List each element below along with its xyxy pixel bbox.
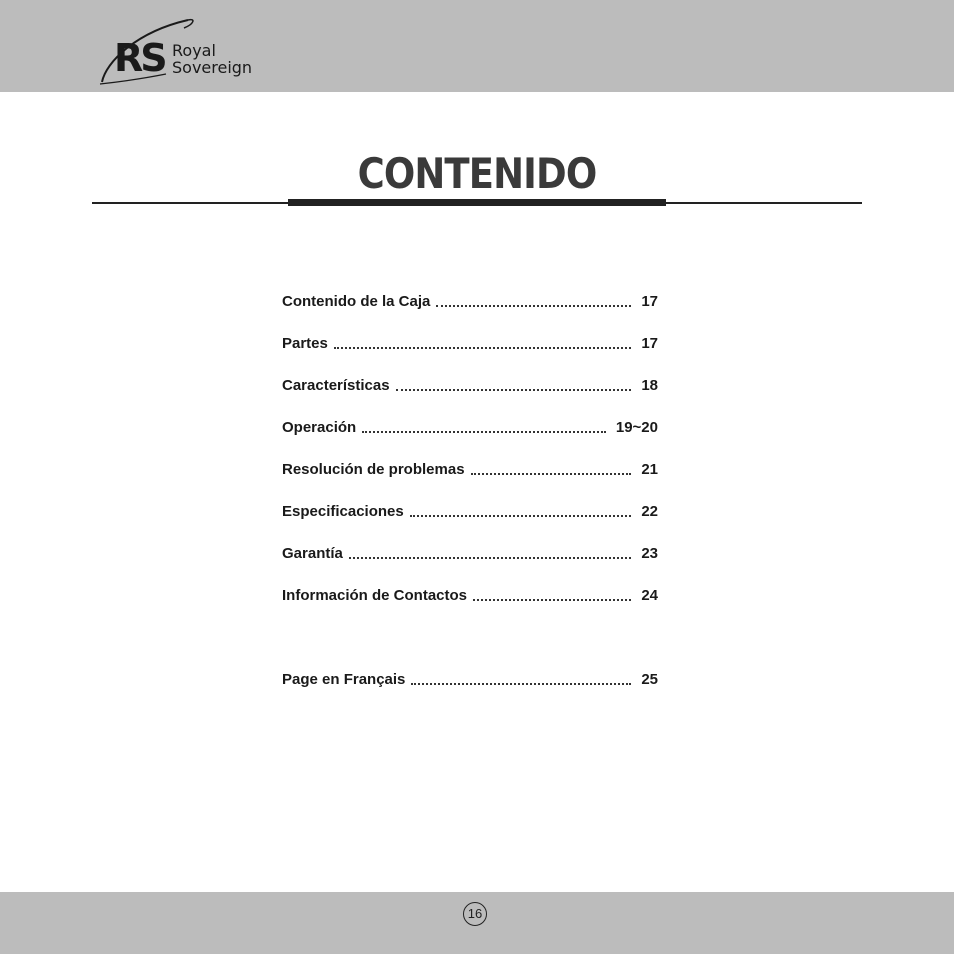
toc-page-number: 21 [641,461,658,478]
toc-label: Información de Contactos [282,587,468,604]
toc-row [282,455,658,479]
header-band [0,0,954,92]
toc-leader-dots [410,513,632,517]
toc-label: Especificaciones [282,503,404,520]
logo-monogram: RS [114,36,165,80]
toc-row [282,497,658,521]
toc-leader-dots [473,597,631,601]
toc-label: Partes [282,335,328,352]
toc-page-number: 25 [641,671,658,688]
toc-row [282,371,658,395]
toc-row [282,413,658,437]
toc-page-number: 17 [641,293,658,310]
toc-leader-dots [471,471,632,475]
toc-label: Resolución de problemas [282,461,465,478]
toc-label: Contenido de la Caja [282,293,431,310]
page-number-badge: 16 [463,902,487,926]
toc-label: Características [282,377,390,394]
toc-row [282,329,658,353]
toc-leader-dots [436,303,631,307]
logo-name-line2: Sovereign [172,58,253,77]
toc-page-number: 17 [641,335,658,352]
toc-page-number: 23 [641,545,658,562]
toc-row [282,287,658,311]
toc-page-number: 18 [641,377,658,394]
toc-label: Operación [282,419,357,436]
toc-leader-dots [362,429,606,433]
royal-sovereign-logo [96,14,296,86]
toc-leader-dots [349,555,631,559]
logo-name-line1: Royal [172,41,216,60]
toc-leader-dots [334,345,631,349]
toc-page-number: 22 [641,503,658,520]
toc-page-number: 24 [641,587,658,604]
toc-row [282,539,658,563]
toc-row [282,665,658,689]
page-title: CONTENIDO [357,149,597,198]
title-rule-accent [288,199,666,206]
toc-page-number: 19~20 [615,419,658,436]
toc-label: Garantía [282,545,343,562]
toc-label: Page en Français [282,671,406,688]
toc-leader-dots [411,681,631,685]
toc-row [282,581,658,605]
toc-leader-dots [396,387,632,391]
